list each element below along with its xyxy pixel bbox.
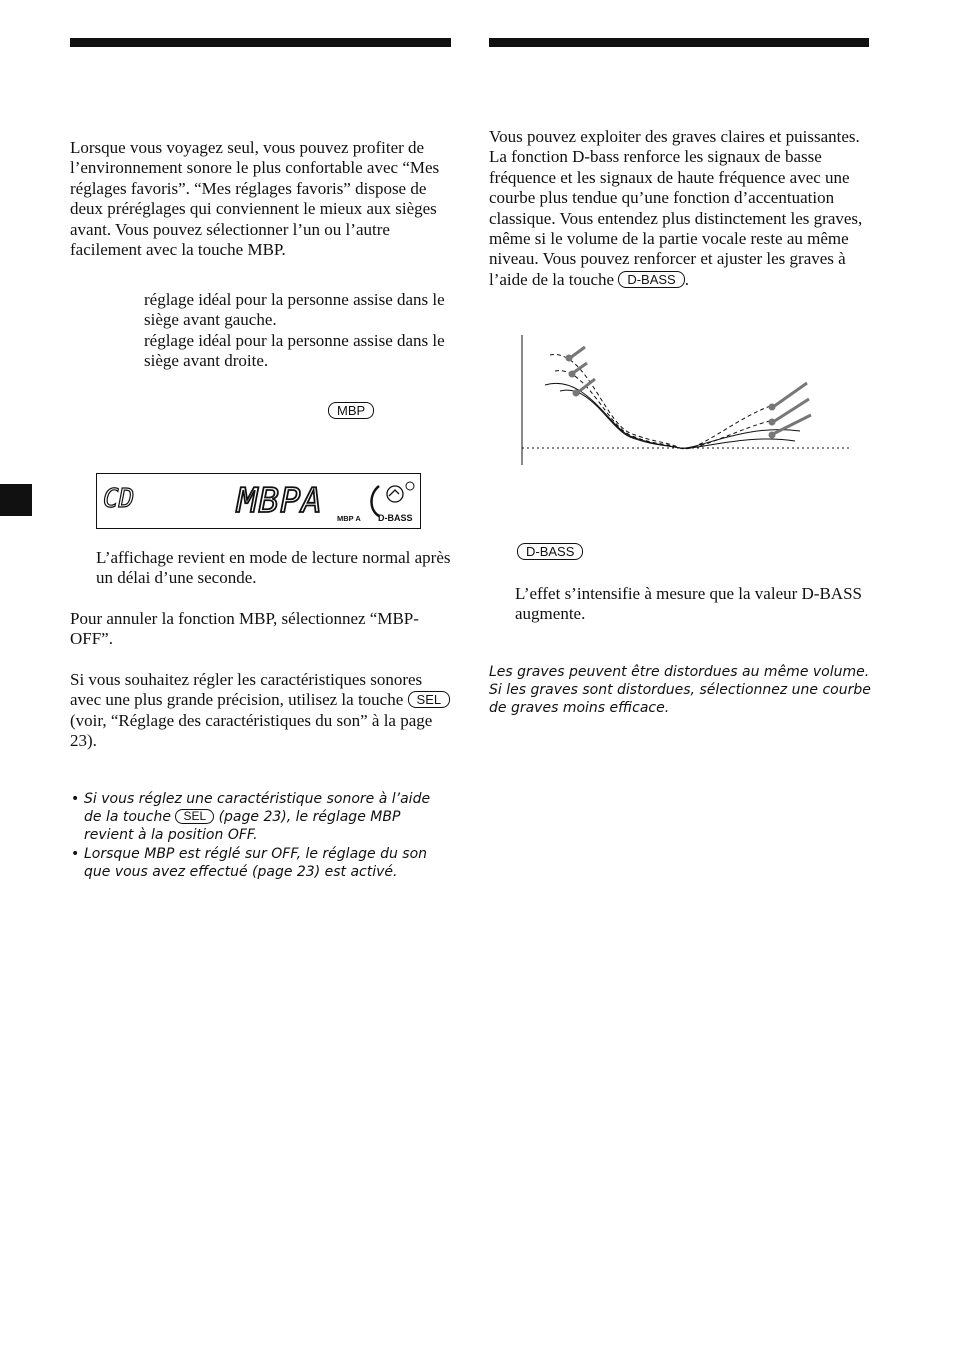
- mbp-option-b: réglage idéal pour la personne assise dans le siège avant droite.: [144, 330, 445, 371]
- effect-block: [515, 584, 869, 625]
- note-item-2: • Lorsque MBP est réglé sur OFF, le réglage du son que vous avez effectué (page 23) est activé.: [70, 845, 452, 881]
- dbass-key-line: [517, 543, 583, 562]
- diagram-markers: [566, 355, 776, 439]
- left-notes: [70, 790, 452, 881]
- dbass-intro-text: Vous pouvez exploiter des graves claires et puissantes. La fonction D-bass renforce les signaux de basse fréquence et les signaux de haute fréquence avec une courbe plus tendue qu’une fonction d’accentuation classique. Vous entendez plus distinctement les graves, même si le volume de la partie vocale reste au même niveau. Vous pouvez renforcer et ajuster les graves à l’aide de la touche: [489, 127, 863, 289]
- lcd-main-text: MBPA: [237, 481, 323, 521]
- dbass-key: D-BASS: [618, 271, 684, 288]
- mbp-key: MBP: [328, 402, 374, 419]
- dbass-curve-diagram: [515, 333, 855, 468]
- precision-text-before: Si vous souhaitez régler les caractéristiques sonores avec une plus grande précision, utilisez la touche: [70, 670, 423, 710]
- display-note: L’affichage revient en mode de lecture normal après un délai d’une seconde.: [96, 548, 451, 588]
- mbp-option-a: réglage idéal pour la personne assise dans le siège avant gauche.: [144, 290, 445, 330]
- lcd-left-text: CD: [103, 484, 135, 514]
- lcd-display: [96, 473, 421, 529]
- left-column: [70, 138, 452, 260]
- sel-key: SEL: [408, 691, 451, 708]
- left-header-rule: [70, 38, 451, 47]
- dbass-intro-end: .: [684, 269, 689, 289]
- mbp-intro: Lorsque vous voyagez seul, vous pouvez profiter de l’environnement sonore le plus confortable avec “Mes réglages favoris”. “Mes réglages favoris” dispose de deux préréglages qui conviennent le mieux aux sièges avant. Vous pouvez sélectionner l’un ou l’autre facilement avec la touche MBP.: [70, 138, 440, 260]
- dbass-indicator-icon: [372, 482, 415, 516]
- cancel-block: [70, 609, 452, 650]
- precision-block: [70, 670, 452, 752]
- effect-text: L’effet s’intensifie à mesure que la valeur D-BASS augmente.: [515, 584, 862, 624]
- mbp-key-line: [328, 402, 374, 421]
- note-1-before: Si vous réglez une caractéristique sonore à l’aide de la touche: [84, 791, 431, 826]
- note-item-1: [70, 790, 452, 845]
- precision-text: [70, 670, 452, 752]
- lcd-dbass-label: D-BASS: [378, 513, 413, 523]
- page-side-tab: [0, 484, 32, 516]
- note-1-after: (page 23), le réglage MBP revient à la position OFF.: [84, 809, 401, 844]
- cancel-text: Pour annuler la fonction MBP, sélectionnez “MBP-OFF”.: [70, 609, 419, 649]
- right-note: Les graves peuvent être distordues au même volume. Si les graves sont distordues, sélectionnez une courbe de graves moins efficace.: [489, 664, 871, 717]
- diagram-curve-4: [545, 383, 800, 448]
- right-note-block: [489, 663, 871, 718]
- diagram-curve-1: [550, 355, 773, 449]
- lcd-mbp-a-label: MBP A: [337, 514, 361, 523]
- right-header-rule: [489, 38, 869, 47]
- lcd-cd-segment: [103, 484, 134, 514]
- dbass-key-2: D-BASS: [517, 543, 583, 560]
- precision-text-after: (voir, “Réglage des caractéristiques du son” à la page 23).: [70, 710, 433, 751]
- display-note-block: [96, 548, 452, 589]
- right-column: [489, 127, 871, 290]
- diagram-curve-3: [560, 390, 795, 448]
- dbass-intro: [489, 127, 871, 290]
- note-sel-key: SEL: [175, 809, 214, 824]
- diagram-curve-2: [555, 371, 770, 449]
- lcd-segments: [97, 474, 420, 528]
- mbp-options: [70, 290, 452, 372]
